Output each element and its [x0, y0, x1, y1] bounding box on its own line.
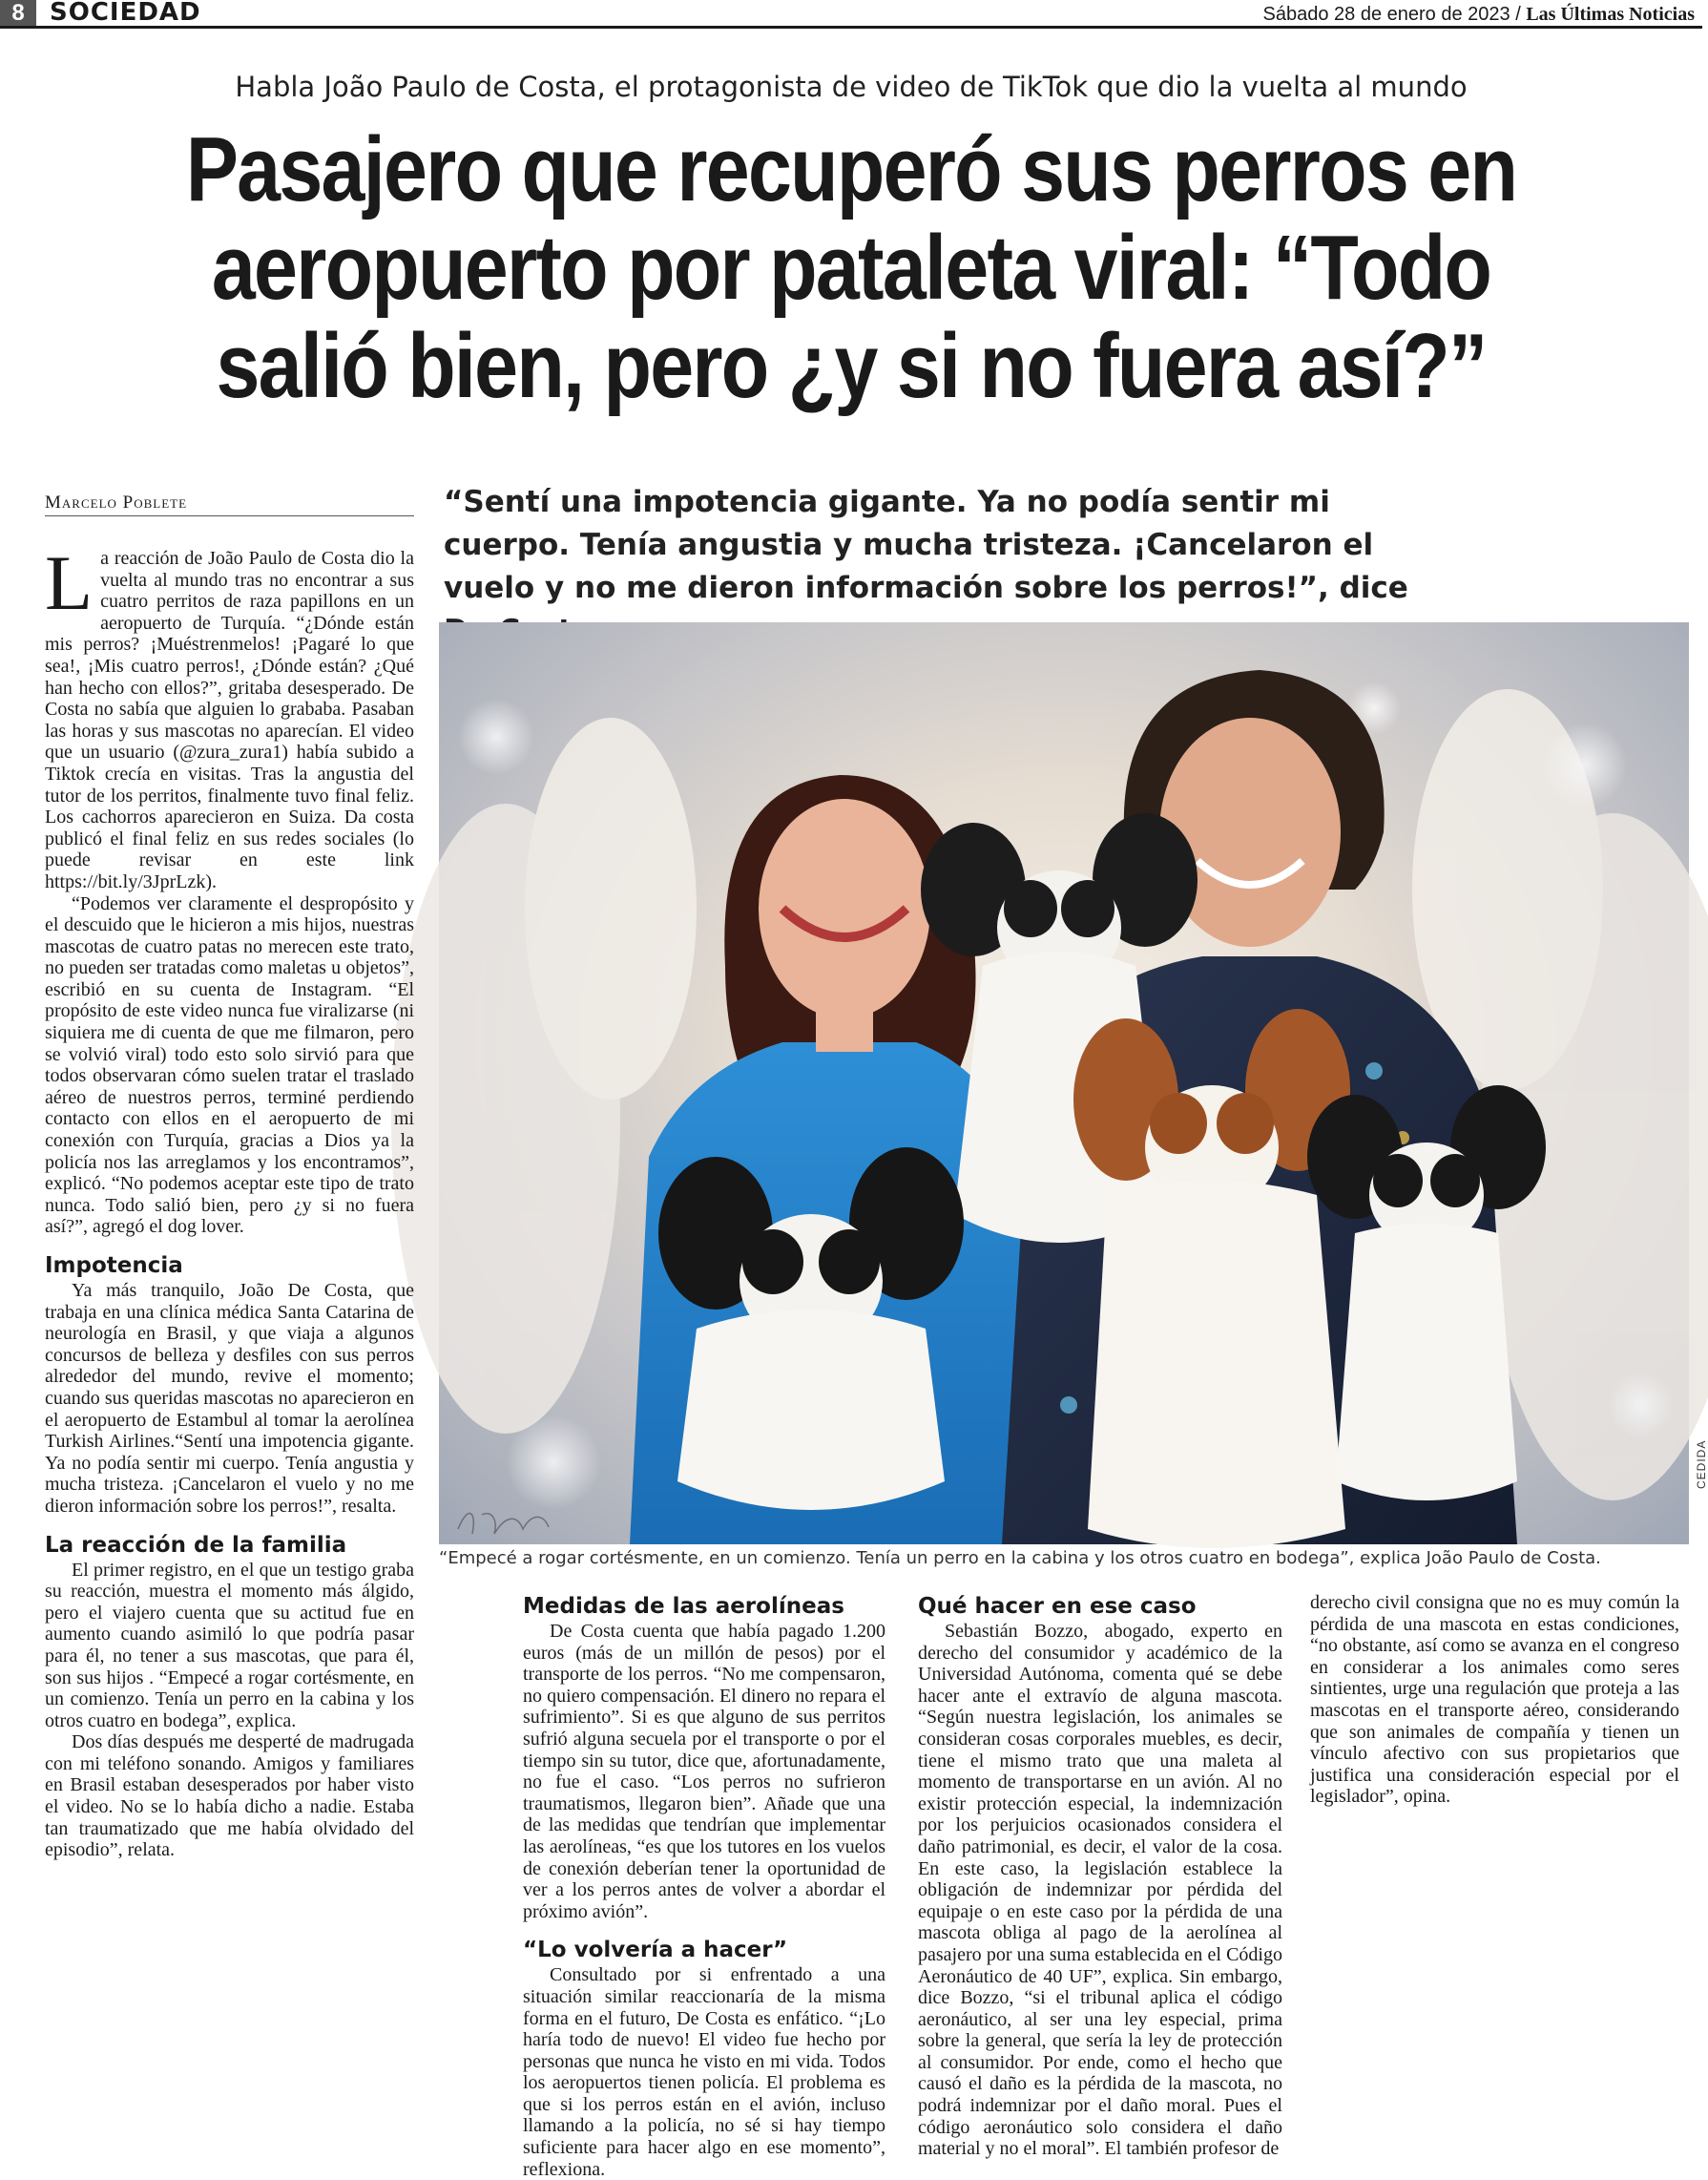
article-column-4 [1310, 1592, 1679, 1808]
photo-caption: “Empecé a rogar cortésmente, en un comienzo. Tenía un perro en la cabina y los otros cuatro en bodega”, explica João Paulo de Costa. [439, 1548, 1601, 1568]
headline-line-1: Pasajero que recuperó sus perros en [185, 118, 1517, 220]
paragraph-4: El primer registro, en el que un testigo graba su reacción, muestra el momento más álgido, pero el viajero cuenta que su actitud fue en aumento cuando asimiló lo que podría pasar para él, no tener a sus mascotas, que para él, son sus hijos . “Empecé a rogar cortésmente, en un comienzo. Tenía un perro en la cabina y los otros cuatro en bodega”, explica. [45, 1559, 414, 1731]
headline-line-3: salió bien, pero ¿y si no fuera así?” [216, 315, 1487, 417]
paragraph-6: De Costa cuenta que había pagado 1.200 euros (más de un millón de pesos) por el transporte de los perros. “No me compensaron, no quiero compensación. El dinero no repara el sufrimiento”. Si es que alguno de sus perritos sufrió alguna secuela por el transporte o por el tiempo sin su tutor, dice que, afortunadamente, no fue el caso. “Los perros no sufrieron traumatismos, llegaron bien”. Añade que una de las medidas que tendrían que implementar las aerolíneas, “es que los tutores en los vuelos de conexión deberían tener la oportunidad de ver a los perros antes de volver a abordar el próximo avión”. [523, 1621, 885, 1922]
photo-signature [458, 1514, 549, 1534]
page-header [0, 0, 1702, 29]
byline [45, 493, 414, 516]
photo-illustration [439, 622, 1689, 1544]
publication-date: Sábado 28 de enero de 2023 / [1262, 4, 1527, 25]
paragraph-2: “Podemos ver claramente el despropósito y el descuido que le hicieron a mis hijos, nuestras mascotas de cuatro patas no merecen este trato, no pueden ser tratadas como maletas u objetos”, escribió en su cuenta de Instagram. “El propósito de este video nunca fue viralizarse (ni siquiera me di cuenta de que me filmaron, pero se volvió viral) todo esto solo sirvió para que todos observaran cómo suelen tratar el traslado aéreo de nuestros perros, terminé perdiendo contacto con ellos en el aeropuerto de mi conexión con Turquía, gracias a Dios ya la policía nos las arreglamos y los encontramos”, explicó. “No podemos aceptar este tipo de trato nunca. Todo salió bien, pero ¿y si no fuera así?”, agregó el dog lover. [45, 892, 414, 1238]
article-kicker: Habla João Paulo de Costa, el protagonista de video de TikTok que dio la vuelta al mundo [235, 71, 1468, 103]
paragraph-5: Dos días después me desperté de madrugada con mi teléfono sonando. Amigos y familiares en Brasil estaban desesperados por haber visto el video. No se lo había dicho a nadie. Estaba tan traumatizado que me había olvidado del episodio”, relata. [45, 1731, 414, 1861]
article-column-2 [523, 1592, 885, 2180]
article-photo [439, 622, 1689, 1544]
paragraph-1: La reacción de João Paulo de Costa dio la vuelta al mundo tras no encontrar a sus cuatro perritos de raza papillons en un aeropuerto de Turquía. “¿Dónde están mis perros? ¡Muéstrenmelos! ¡Pagaré lo que sea!, ¡Mis cuatro perros!, ¿Dónde están? ¿Qué han hecho con ellos?”, gritaba desesperado. De Costa no sabía que alguien lo grababa. Pasaban las horas y sus mascotas no aparecían. El video que un usuario (@zura_zura1) había subido a Tiktok crecía en visitas. Tras la angustia del tutor de los perritos, finalmente tuvo final feliz. Los cachorros aparecieron en Suiza. Da costa publicó el final feliz en sus redes sociales (lo puede revisar en este link https://bit.ly/3JprLzk). [45, 539, 414, 892]
subhead-lo-volveria: “Lo volvería a hacer” [523, 1938, 788, 1963]
article-column-3 [918, 1592, 1282, 2160]
paragraph-3: Ya más tranquilo, João De Costa, que trabaja en una clínica médica Santa Catarina de neurología en Brasil, y que viaja a algunos concursos de belleza y desfiles con sus perros alrededor del mundo, revive el momento; cuando sus queridas mascotas no aparecieron en el aeropuerto de Estambul al tomar la aerolínea Turkish Airlines.“Sentí una impotencia gigante. Ya no podía sentir mi cuerpo. Tenía angustia y mucha tristeza. ¡Cancelaron el vuelo y no me dieron información sobre los perros!”, resalta. [45, 1280, 414, 1517]
drop-cap: L [45, 539, 94, 626]
newspaper-name: Las Últimas Noticias [1526, 4, 1695, 25]
photo-credit: CEDIDA [1695, 1439, 1708, 1489]
article-headline [185, 120, 1518, 415]
section-name: SOCIEDAD [50, 0, 201, 27]
subhead-que-hacer: Qué hacer en ese caso [918, 1594, 1197, 1619]
header-dateline [1263, 4, 1695, 26]
author-name: Marcelo Poblete [45, 493, 188, 513]
page-number: 8 [0, 0, 36, 26]
paragraph-8-continued: derecho civil consigna que no es muy común la pérdida de una mascota en estas condiciones, “no obstante, así como se avanza en el congreso en considerar a los animales como seres sintientes, urge una regulación que proteja a las mascotas en el transporte aéreo, considerando que son animales de compañía y tienen un vínculo afectivo con sus propietarios que justifica una consideración especial por el legislador”, opina. [1310, 1592, 1679, 1808]
subhead-reaccion-familia: La reacción de la familia [45, 1532, 347, 1558]
paragraph-7: Consultado por si enfrentado a una situación similar reaccionaría de la misma forma en el futuro, De Costa es enfático. “¡Lo haría todo de nuevo! El video fue hecho por personas que nunca he visto en mi vida. Todos los aeropuertos tienen policía. El problema es que si los perros están en el avión, incluso llamando a la policía, no sé si hay tiempo suficiente para hacer algo en ese momento”, reflexiona. [523, 1964, 885, 2180]
paragraph-8: Sebastián Bozzo, abogado, experto en derecho del consumidor y académico de la Universidad Autónoma, comenta qué se debe hacer ante el extravío de alguna mascota. “Según nuestra legislación, los animales se consideran cosas corporales muebles, es decir, tiene el mismo trato que una maleta al momento de transportarse en un avión. Al no existir protección especial, la indemnización por los perjuicios ocasionados considera el daño patrimonial, es decir, el valor de la cosa. En este caso, la legislación establece la obligación de indemnizar por pérdida del equipaje o en este caso por la pérdida de una mascota obliga al pago de la aerolínea al pasajero por una suma establecida en el Código Aeronáutico de 40 UF”, explica. Sin embargo, dice Bozzo, “si el tribunal aplica el código aeronáutico, al ser una ley especial, prima sobre la general, que sería la ley de protección al consumidor. Por ende, como el hecho que causó el daño es la pérdida de la mascota, no podrá indemnizar por el daño moral. Pues el código aeronáutico solo considera el daño material y no el moral”. El también profesor de [918, 1621, 1282, 2160]
article-column-1 [45, 539, 414, 1861]
subhead-impotencia: Impotencia [45, 1253, 183, 1278]
subhead-medidas-aerolineas: Medidas de las aerolíneas [523, 1594, 844, 1619]
pull-quote: “Sentí una impotencia gigante. Ya no podía sentir mi cuerpo. Tenía angustia y mucha tristeza. ¡Cancelaron el vuelo y no me dieron información sobre los perros!”, dice [444, 485, 1408, 605]
headline-line-2: aeropuerto por pataleta viral: “Todo [211, 217, 1491, 319]
